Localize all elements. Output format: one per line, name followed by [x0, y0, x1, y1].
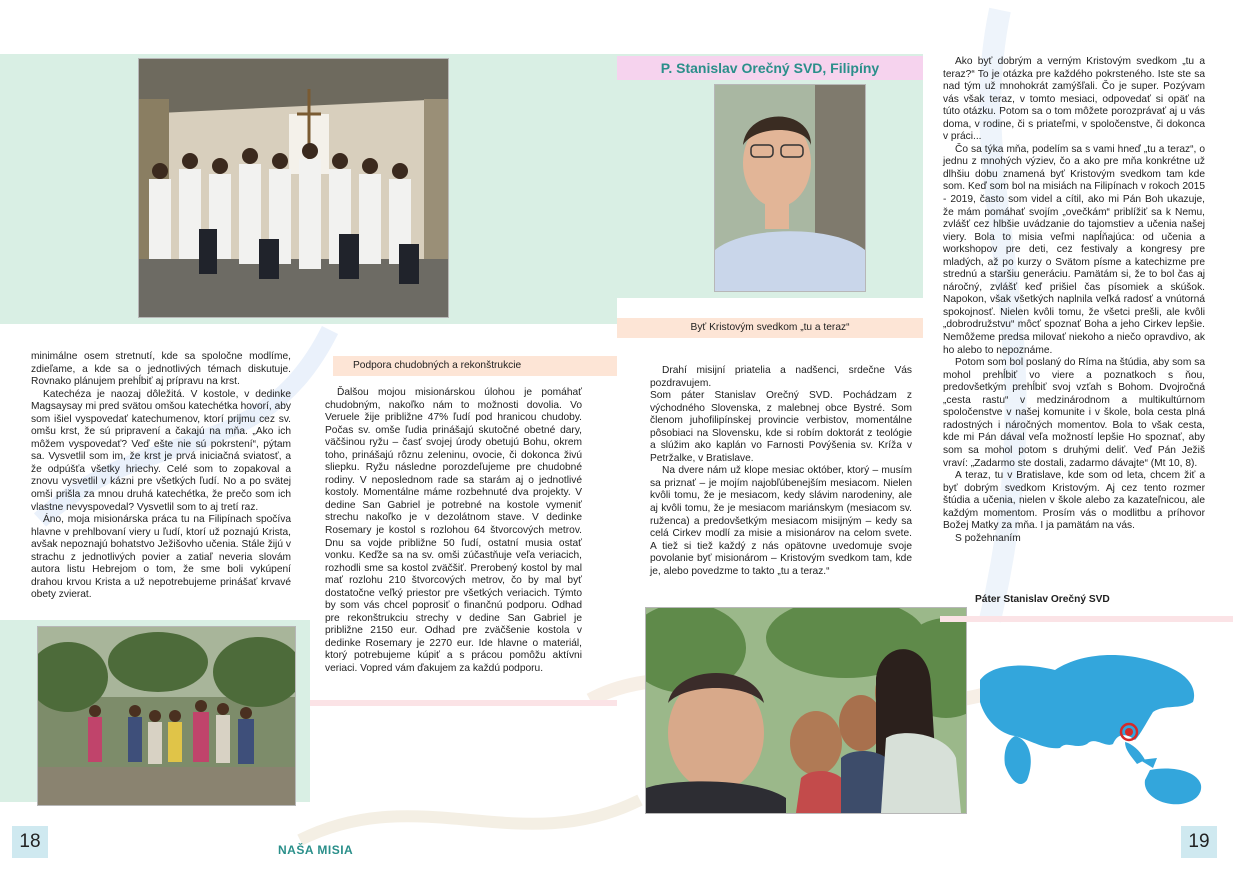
- village-family-photo: [37, 626, 296, 806]
- section-title: Podpora chudobných a rekonštrukcie: [353, 360, 522, 371]
- right-column-1-text: [650, 365, 912, 578]
- paragraph: Na dvere nám už klope mesiac október, ktorý – musím sa priznať – je mojím najobľúbenejším mesiacom. Nielen kvôli tomu, že je mesiacom, kedy slávim narodeniny, ale aj kvôli tomu, že je mesiacom mariánskym (mesiacom sv. ruženca) a predovšetkým mesiacom misijným – kedy sa celá Cirkev modlí za misie a misionárov na celom svete. A tiež si tiež každý z nás opätovne uvedomuje svoje povolanie byť misionárom – Kristovým svedkom tam, kde je, alebo povedzme to takto „tu a teraz.“: [650, 465, 912, 577]
- world-map-illustration: [975, 640, 1205, 810]
- left-column-1-text: [31, 351, 291, 602]
- pink-stripe-right: [940, 616, 1233, 622]
- right-section-title-bar: [617, 318, 923, 338]
- paragraph: Čo sa týka mňa, podelím sa s vami hneď „tu a teraz“, o jednu z mnohých výziev, čo a ako pre mňa konkrétne už dlhšiu dobu znamená byť Kristovým svedkom tam kde som. Keď som bol na misiách na Filipínach v rokoch 2015 - 2019, často som videl a cítil, ako mi Pán Boh ukazuje, že mám pomáhať svojím „ovečkám“ priblížiť sa k Nemu, zvlášť cez hlbšie uvádzanie do tajomstiev a učenia našej viery. Bola to misia veľmi napĺňajúca: od učenia a workshopov pre deti, cez festivaly a kongresy pre mladých, až po kurzy o Svätom písme a katechizme pre strednú a staršiu generáciu. Pamätám si, že to bol čas aj náročný, zvlášť keď prišiel čas písomiek a skúšok. Napokon, však všetkých naplnila veľká radosť a vnútorná spokojnosť. Nielen kvôli tomu, že všetci prešli, ale kvôli „dobrodružstvu“ môcť spoznať Boha a jeho Cirkev lepšie. Nemôžeme predsa milovať niekoho a niečo opravdivo, ak ho alebo to nepoznáme.: [943, 143, 1205, 356]
- paragraph: Som páter Stanislav Orečný SVD. Pochádzam z východného Slovenska, z malebnej obce Bystré. Som členom juhofilipínskej provincie verbistov, momentálne pôsobiaci na Slovensku, kde si robím doktorát z teológie a slúžim ako kaplán vo Farnosti Povýšenia sv. Kríža v Petržalke, v Bratislave.: [650, 390, 912, 464]
- paragraph: Áno, moja misionárska práca tu na Filipínach spočíva hlavne v prehlbovaní viery u ľudí, ktorí už poznajú Krista, avšak nepoznajú bohatstvo Ježišovho učenia. Stále žijú v strachu z jednotlivých povier a zatiaľ neveria slovám autora listu Hebrejom o tom, že sme boli vykúpení drahou krvou Krista a už nepotrebujeme prinášať krvavé obety zvierat.: [31, 514, 291, 601]
- church-group-photo: [138, 58, 449, 318]
- page-number-right: 19: [1181, 826, 1217, 858]
- paragraph: Ďalšou mojou misionárskou úlohou je pomáhať chudobným, nakoľko nám to možnosti dovolia. Vo Veruele žije približne 47% ľudí pod hranicou chudoby. Počas sv. omše ľudia prinášajú skutočné obetné dary, väčšinou ryžu – časť svojej úrody obetujú Bohu, okrem toho, prinášajú rôznu zeleninu, ovocie, či dokonca živú sliepku. Ryžu následne porozdeľujeme pre chudobné rodiny. V neposlednom rade sa starám aj o jednotlivé kostoly. Momentálne máme rozbehnuté dva projekty. V dedine San Gabriel je potrebné na kostole vymeniť strechu nakoľko je v dezolátnom stave. V dedinke Rosemary je kostol s rozlohou 64 štvorcových metrov. Dnu sa vojde približne 50 ľudí, ostatní musia ostať vonku. Keďže sa na sv. omši zúčastňuje veľa veriacich, rozhodli sme sa kostol zväčšiť. Prerobený kostol by mal mať rozlohu 210 štvorcových metrov, čo by mal byť dostatočne veľký priestor pre všetkých veriacich. Týmto by som vás chcel poprosiť o finančnú podporu. Odhad pre rekonštrukciu strechy v dedine San Gabriel je približne 2150 eur. Odhad pre zväčšenie kostola v dedinke Rosemary je 2270 eur. Ide hlavne o materiál, ktorý potrebujeme kúpiť a s prácou pomôžu aktívni veriaci. Vopred vám ďakujem za každú podporu.: [325, 387, 582, 675]
- section-title-bar: [333, 356, 617, 376]
- paragraph: Potom som bol poslaný do Ríma na štúdia, aby som sa mohol prehĺbiť vo viere a poznatkoch s ňou, predovšetkým prehĺbiť svoj vzťah s Bohom. Dvojročná „cesta rastu“ v medzinárodnom a multikultúrnom spoločenstve v našej komunite i v škole, bola cesta plná radostných i náročných momentov. Bola to však cesta, kde mi Pán dával veľa možností lepšie Ho spoznať, aby som sa mohol potom s druhými deliť. Veď Pán Ježiš vraví: „Zadarmo ste dostali, zadarmo dávajte“ (Mt 10, 8).: [943, 357, 1205, 469]
- left-column-2-text: [325, 387, 582, 676]
- paragraph: Ako byť dobrým a verným Kristovým svedkom „tu a teraz?“ To je otázka pre každého pokrsteného. Iste ste sa nad tým už mnohokrát zamýšľali. Čo je super. Pozývam vás však teraz, v tomto mesiaci, odpovedať si opäť na túto otázku. Potom sa o tom môžete porozprávať aj u vás doma, v rodine, či s priateľmi, v spoločenstve, či dokonca v práci...: [943, 56, 1205, 143]
- paragraph: S požehnaním: [955, 532, 1021, 544]
- header-title: P. Stanislav Orečný SVD, Filipíny: [660, 60, 880, 76]
- signature: Páter Stanislav Orečný SVD: [975, 594, 1110, 605]
- pink-stripe: [310, 700, 617, 706]
- paragraph: Katechéza je naozaj dôležitá. V kostole, v dedinke Magsaysay mi pred svätou omšou katechétka hovorí, aby som išiel vyspovedať katechumenov, ktorí prijmu cez sv. omšu krst, že sú pripravení a čakajú na mňa. „Ako ich môžem vyspovedať? Veď ešte nie sú pokrstení“, pýtam sa. Vysvetlil som im, že krst je prvá iniciačná sviatosť, a že odpúšťa všetky hriechy. Celé som to zopakoval a znovu vysvetlil v kázni pre všetkých ľudí. No a po svätej omši prišla za mnou druhá katechétka, že prečo som ich vlastne nevyspovedal? Vysvetlil som to aj tretí raz.: [31, 388, 291, 513]
- header-title-bar: [617, 56, 923, 80]
- portrait-photo: [714, 84, 866, 292]
- footer-magazine-name: NAŠA MISIA: [278, 843, 354, 857]
- paragraph: Drahí misijní priatelia a nadšenci, srdečne Vás pozdravujem.: [650, 365, 912, 389]
- paragraph: minimálne osem stretnutí, kde sa spoločne modlíme, zdieľame, a kde sa o jednotlivých témach diskutuje. Rovnako plánujem prehĺbiť aj prípravu na krst.: [31, 351, 291, 388]
- paragraph: A teraz, tu v Bratislave, kde som od leta, chcem žiť a byť dobrým svedkom Kristovým. Aj cez tento rozmer štúdia a učenia, nielen v škole alebo za kazateľnicou, ale každým momentom. Prosím vás o modlitbu a príhovor Božej Matky za mňa. I ja pamätám na vás.: [943, 470, 1205, 532]
- right-column-2-text: [943, 56, 1205, 545]
- page-number-left: 18: [12, 826, 48, 858]
- right-section-title: Byť Kristovým svedkom „tu a teraz“: [690, 322, 850, 333]
- selfie-with-children-photo: [645, 607, 967, 814]
